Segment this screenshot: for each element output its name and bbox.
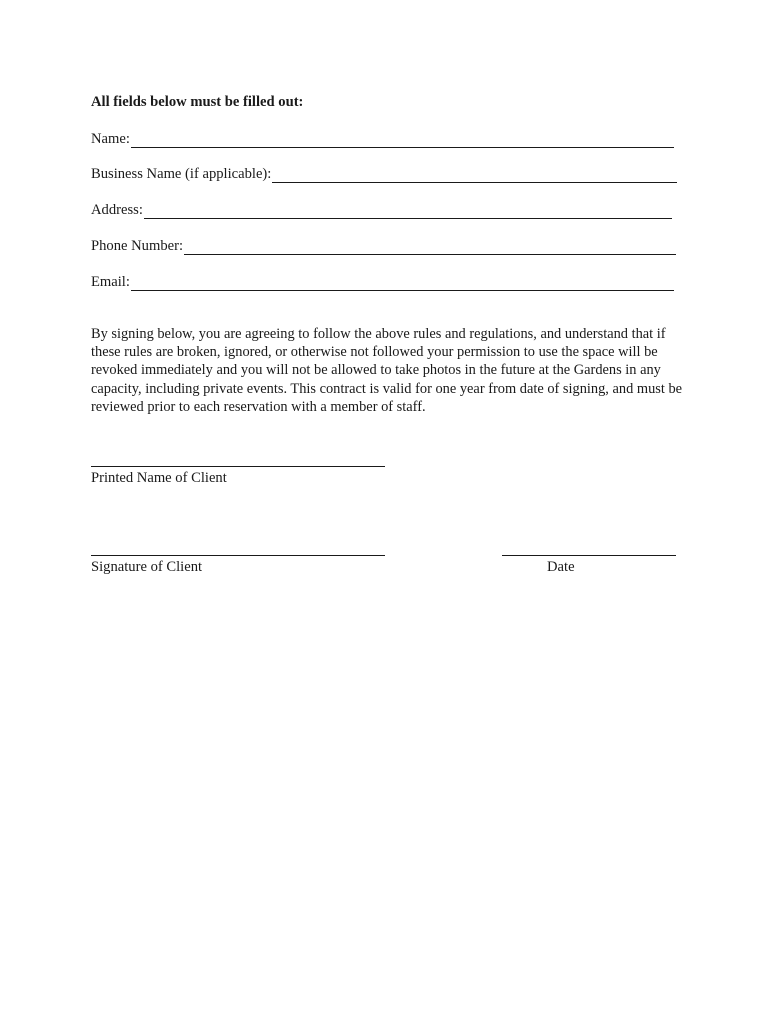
phone-number-input[interactable] [184, 238, 676, 254]
date-caption: Date [547, 559, 575, 575]
printed-name-line [91, 446, 385, 467]
address-line [144, 201, 672, 219]
phone-number-line [184, 237, 676, 255]
email-field-row [91, 271, 674, 291]
signature-block [91, 535, 385, 576]
printed-name-input[interactable] [91, 446, 385, 464]
name-label: Name: [91, 131, 130, 147]
address-input[interactable] [144, 202, 672, 218]
printed-name-block [91, 446, 385, 487]
name-field-row [91, 128, 674, 148]
signature-caption: Signature of Client [91, 559, 203, 575]
email-label: Email: [91, 274, 130, 290]
email-line [131, 273, 674, 291]
business-name-input[interactable] [272, 166, 677, 182]
business-name-label: Business Name (if applicable): [91, 166, 272, 182]
name-input[interactable] [131, 131, 674, 147]
form-heading: All fields below must be filled out: [91, 94, 304, 110]
email-input[interactable] [131, 274, 674, 290]
phone-number-field-row [91, 235, 676, 255]
address-label: Address: [91, 202, 143, 218]
phone-number-label: Phone Number: [91, 238, 184, 254]
printed-name-caption: Printed Name of Client [91, 470, 227, 486]
business-name-line [272, 165, 677, 183]
agreement-paragraph: By signing below, you are agreeing to follow the above rules and regulations, and understand that if these rules are broken, ignored, or otherwise not followed your permission to use the space will be revoked immediately and you will not be allowed to take photos in the future at the Gardens in any capacity, including private events. This contract is valid for one year from date of signing, and must be reviewed prior to each reservation with a member of staff. [91, 326, 683, 415]
signature-input[interactable] [91, 535, 385, 553]
address-field-row [91, 199, 672, 219]
signature-line [91, 535, 385, 556]
date-block [502, 535, 676, 576]
business-name-field-row [91, 163, 677, 183]
date-input[interactable] [502, 535, 676, 553]
date-line [502, 535, 676, 556]
name-line [131, 130, 674, 148]
